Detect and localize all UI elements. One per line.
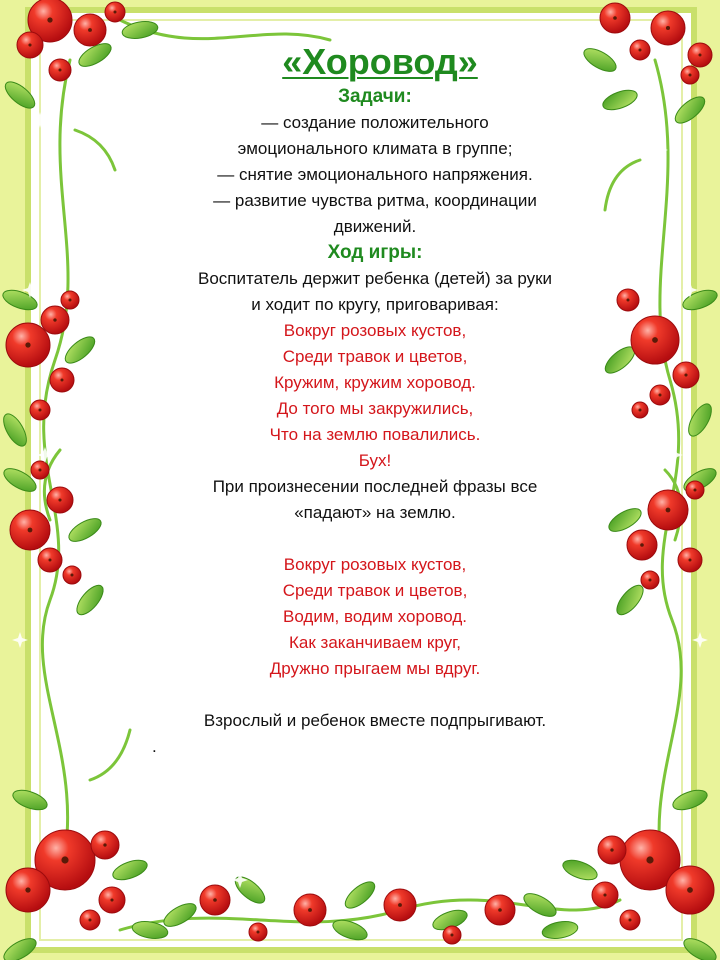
berry-stem-icon: [694, 489, 697, 492]
berry-stem-icon: [71, 574, 74, 577]
berry-stem-icon: [687, 887, 693, 893]
intro-line: и ходит по кругу, приговаривая:: [251, 295, 499, 314]
verse-line: Среди травок и цветов,: [282, 347, 468, 366]
berry-stem-icon: [61, 379, 64, 382]
verse-line: Водим, водим хоровод.: [283, 607, 467, 626]
tasks-heading: Задачи:: [338, 86, 412, 107]
tasks-line: движений.: [333, 217, 417, 236]
document-body: [140, 40, 610, 760]
berry-stem-icon: [308, 908, 312, 912]
verse-line: Вокруг розовых кустов,: [283, 555, 467, 574]
verse-line: Бух!: [358, 451, 392, 470]
verse-line: Кружим, кружим хоровод.: [274, 373, 476, 392]
tasks-line: — создание положительного: [261, 113, 489, 132]
verse-line: Среди травок и цветов,: [282, 581, 468, 600]
instruction-line: «падают» на землю.: [294, 503, 456, 522]
berry-stem-icon: [28, 43, 31, 46]
berry-stem-icon: [689, 559, 692, 562]
tasks-line: эмоционального климата в группе;: [237, 139, 513, 158]
intro-line: Воспитатель держит ребенка (детей) за руки: [197, 269, 553, 288]
berry-stem-icon: [659, 394, 662, 397]
verse-line: Вокруг розовых кустов,: [283, 321, 467, 340]
berry-stem-icon: [53, 318, 56, 321]
berry-stem-icon: [88, 28, 92, 32]
berry-stem-icon: [398, 903, 402, 907]
page-title: «Хоровод»: [282, 41, 478, 82]
berry-stem-icon: [25, 342, 30, 347]
berry-stem-icon: [666, 26, 670, 30]
berry-stem-icon: [110, 898, 113, 901]
berry-stem-icon: [39, 469, 42, 472]
berry-stem-icon: [58, 498, 61, 501]
berry-stem-icon: [699, 54, 702, 57]
berry-stem-icon: [61, 856, 68, 863]
berry-stem-icon: [689, 74, 692, 77]
berry-stem-icon: [451, 934, 454, 937]
berry-stem-icon: [666, 508, 671, 513]
berry-stem-icon: [639, 409, 642, 412]
verse-line: До того мы закружились,: [276, 399, 474, 418]
berry-stem-icon: [652, 337, 658, 343]
berry-stem-icon: [103, 843, 106, 846]
berry-stem-icon: [28, 528, 33, 533]
tasks-line: — снятие эмоционального напряжения.: [217, 165, 533, 184]
berry-stem-icon: [640, 543, 644, 547]
berry-stem-icon: [59, 69, 62, 72]
berry-stem-icon: [629, 919, 632, 922]
verse-line: Дружно прыгаем мы вдруг.: [269, 659, 481, 678]
verse-line: Как заканчиваем круг,: [289, 633, 461, 652]
berry-stem-icon: [603, 893, 606, 896]
berry-stem-icon: [684, 373, 687, 376]
berry-stem-icon: [627, 299, 630, 302]
berry-stem-icon: [25, 887, 30, 892]
berry-stem-icon: [639, 49, 642, 52]
trailing-mark: .: [152, 737, 157, 756]
berry-stem-icon: [498, 908, 502, 912]
game-heading: Ход игры:: [327, 242, 423, 263]
berry-stem-icon: [89, 919, 92, 922]
berry-stem-icon: [47, 17, 52, 22]
berry-stem-icon: [613, 16, 617, 20]
tasks-line: — развитие чувства ритма, координации: [213, 191, 537, 210]
berry-stem-icon: [69, 299, 72, 302]
berry-stem-icon: [213, 898, 217, 902]
berry-stem-icon: [49, 559, 52, 562]
berry-stem-icon: [646, 856, 653, 863]
verse-line: Что на землю повалились.: [269, 425, 481, 444]
berry-stem-icon: [257, 931, 260, 934]
closing-line: Взрослый и ребенок вместе подпрыгивают.: [203, 711, 547, 730]
instruction-line: При произнесении последней фразы все: [212, 477, 538, 496]
berry-stem-icon: [39, 409, 42, 412]
berry-stem-icon: [114, 11, 117, 14]
berry-stem-icon: [649, 579, 652, 582]
berry-stem-icon: [610, 848, 613, 851]
